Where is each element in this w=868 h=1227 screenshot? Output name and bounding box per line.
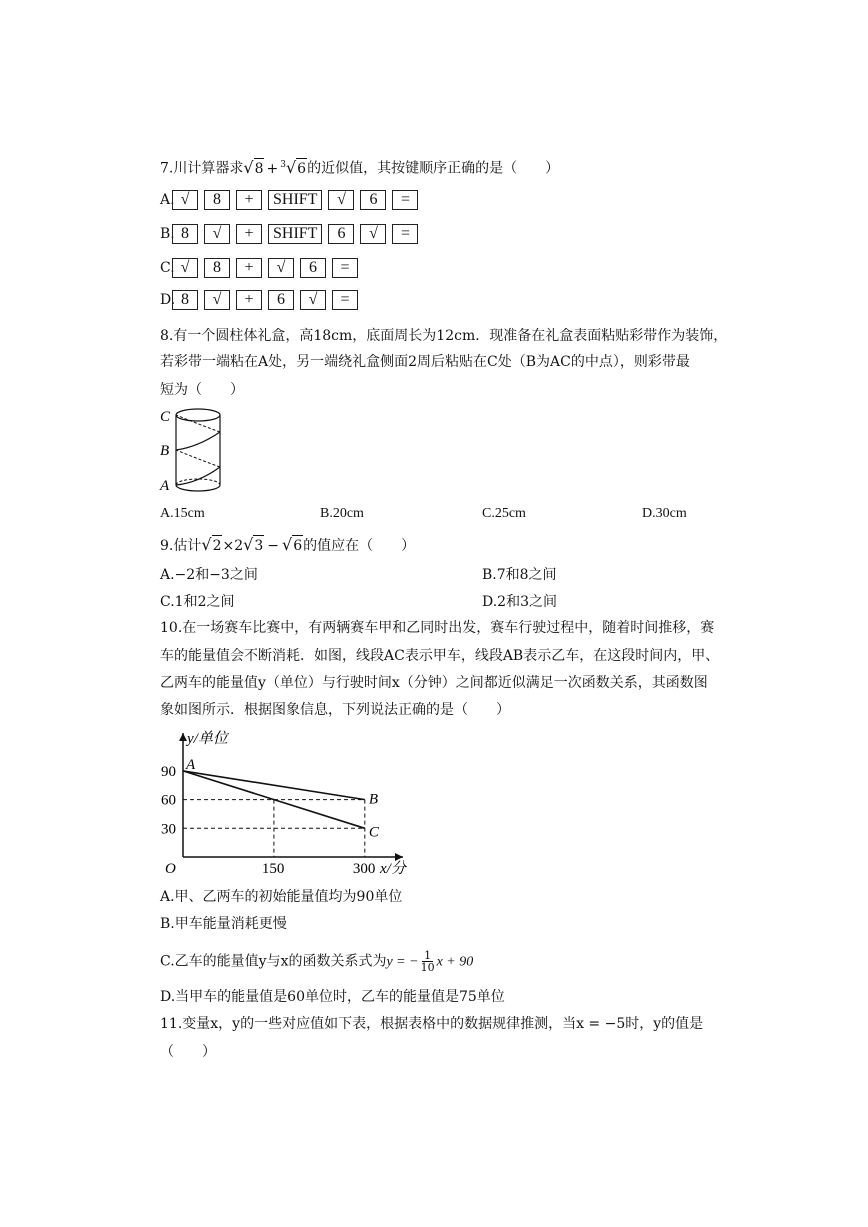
q10-energy-chart (155, 725, 415, 875)
q10-option-c-rhs: x + 90 (436, 954, 474, 970)
q7-stem-prefix: 7.川计算器求 (160, 160, 244, 177)
q8-option-c: C.25cm (482, 506, 526, 521)
q7-option-label: B. (160, 226, 175, 242)
q9-minus: − (267, 538, 279, 554)
calculator-key: SHIFT (268, 190, 322, 210)
x-tick-label: 300 (352, 861, 376, 875)
q10-line3: 乙两车的能量值y（单位）与行驶时间x（分钟）之间都近似满足一次函数关系，其函数图 (160, 675, 708, 691)
y-axis-arrow (179, 733, 187, 741)
calculator-key: 6 (328, 224, 354, 244)
calculator-key: = (392, 190, 418, 210)
q10-option-b: B.甲车能量消耗更慢 (160, 916, 287, 932)
q8-line2: 若彩带一端粘在A处，另一端绕礼盒侧面2周后粘贴在C处（B为AC的中点），则彩带最 (160, 354, 690, 370)
q11-line1: 11.变量x，y的一些对应值如下表，根据表格中的数据规律推测，当x = −5时，y的值是 (160, 1016, 704, 1032)
q9-option-b: B.7和8之间 (482, 567, 557, 583)
q9-stem-prefix: 9.估计 (160, 538, 202, 554)
origin-label: O (165, 861, 176, 875)
q10-option-c-fraction (421, 950, 435, 973)
q9-sqrt-3-arg: 3 (253, 535, 264, 556)
q10-option-c-lhs: y = − (386, 954, 419, 970)
q9-sqrt-3: √ 3 (243, 535, 264, 554)
point-label-b: B (368, 791, 378, 808)
q8-option-b: B.20cm (320, 506, 364, 521)
calculator-key: √ (172, 190, 198, 210)
q7-cube-index: 3 (280, 160, 286, 170)
q7-stem (160, 155, 559, 179)
calculator-key: √ (268, 258, 294, 278)
q7-cbrt-6: √ 6 (285, 157, 307, 177)
q7-option-b (160, 221, 424, 247)
q7-stem-suffix: 的近似值，其按键顺序正确的是（ ） (307, 160, 560, 177)
q10-line2: 车的能量值会不断消耗．如图，线段AC表示甲车，线段AB表示乙车，在这段时间内，甲、 (160, 648, 720, 664)
calculator-key: 8 (172, 224, 198, 244)
q10-line4: 象如图所示．根据图象信息，下列说法正确的是（ ） (160, 702, 510, 718)
q10-option-c-prefix: C.乙车的能量值y与x的函数关系式为 (160, 953, 387, 970)
q8-line3: 短为（ ） (160, 382, 244, 398)
q7-sqrt-8-arg: 8 (254, 158, 265, 179)
calculator-key: 6 (300, 258, 326, 278)
q9-sqrt-2: √ 2 (201, 535, 222, 554)
q8-line1: 8.有一个圆柱体礼盒，高18cm，底面周长为12cm．现准备在礼盒表面粘贴彩带作为装饰， (160, 328, 728, 344)
calculator-key: 8 (204, 190, 230, 210)
q9-option-c: C.1和2之间 (160, 594, 235, 610)
cylinder-figure (158, 405, 228, 497)
q7-option-label: C. (160, 260, 175, 276)
y-axis-label: y/单位 (187, 731, 228, 747)
cylinder-bottom-front (176, 485, 220, 491)
calculator-key: 8 (172, 290, 198, 310)
y-tick-label: 90 (161, 763, 176, 780)
ribbon-back-2 (176, 415, 220, 432)
q10-option-a: A.甲、乙两车的初始能量值均为90单位 (160, 889, 403, 905)
q7-plus: + (266, 160, 279, 177)
q9-stem-suffix: 的值应在（ ） (303, 538, 416, 554)
q9-option-d: D.2和3之间 (482, 594, 557, 610)
q10-option-c-num: 1 (424, 949, 432, 962)
q10-option-d: D.当甲车的能量值是60单位时，乙车的能量值是75单位 (160, 989, 505, 1005)
y-tick-label: 30 (161, 821, 176, 838)
q8-option-d: D.30cm (642, 506, 687, 521)
q7-sqrt-8: √ 8 (243, 157, 264, 177)
x-axis-label: x/分 (380, 861, 406, 875)
calculator-key: + (236, 190, 262, 210)
q8-option-a: A.15cm (160, 506, 205, 521)
calculator-key: √ (172, 258, 198, 278)
q10-option-c (160, 950, 473, 973)
q11-line2: （ ） (160, 1044, 216, 1060)
series-ab (183, 771, 365, 800)
x-axis-arrow (395, 853, 403, 861)
calculator-key: SHIFT (268, 224, 322, 244)
calculator-key: = (332, 290, 358, 310)
calculator-key: + (236, 224, 262, 244)
calculator-key: √ (300, 290, 326, 310)
label-b: B (160, 443, 170, 459)
q7-cbrt-6-arg: 6 (296, 158, 307, 179)
calculator-key: = (332, 258, 358, 278)
q9-times: ×2 (222, 538, 244, 554)
ribbon-back-1 (176, 450, 220, 467)
point-label-c: C (368, 824, 379, 841)
calculator-key: √ (360, 224, 386, 244)
calculator-key: 6 (360, 190, 386, 210)
ribbon-front-2 (176, 432, 220, 450)
q9-stem (160, 535, 415, 556)
y-tick-label: 60 (161, 792, 176, 809)
label-a: A (160, 478, 170, 494)
q7-option-label: D. (160, 292, 176, 308)
q7-option-d (160, 287, 364, 313)
calculator-key: + (236, 290, 262, 310)
q10-line1: 10.在一场赛车比赛中，有两辆赛车甲和乙同时出发，赛车行驶过程中，随着时间推移，赛 (160, 620, 715, 636)
calculator-key: + (236, 258, 262, 278)
q10-option-c-den: 10 (420, 961, 435, 974)
q9-sqrt-2-arg: 2 (212, 535, 223, 556)
x-tick-label: 150 (261, 861, 285, 875)
q9-sqrt-6-arg: 6 (292, 535, 303, 556)
q7-option-label: A. (160, 192, 175, 208)
q7-option-a (160, 187, 424, 213)
calculator-key: 6 (268, 290, 294, 310)
label-c: C (160, 409, 171, 425)
calculator-key: 8 (204, 258, 230, 278)
cylinder-top (176, 409, 220, 421)
point-label-a: A (186, 756, 196, 773)
q7-option-c (160, 255, 364, 281)
calculator-key: = (392, 224, 418, 244)
calculator-key: √ (204, 290, 230, 310)
ribbon-front-1 (176, 467, 220, 485)
calculator-key: √ (204, 224, 230, 244)
q9-option-a: A.−2和−3之间 (160, 567, 258, 583)
calculator-key: √ (328, 190, 354, 210)
q9-sqrt-6: √ 6 (281, 535, 303, 554)
